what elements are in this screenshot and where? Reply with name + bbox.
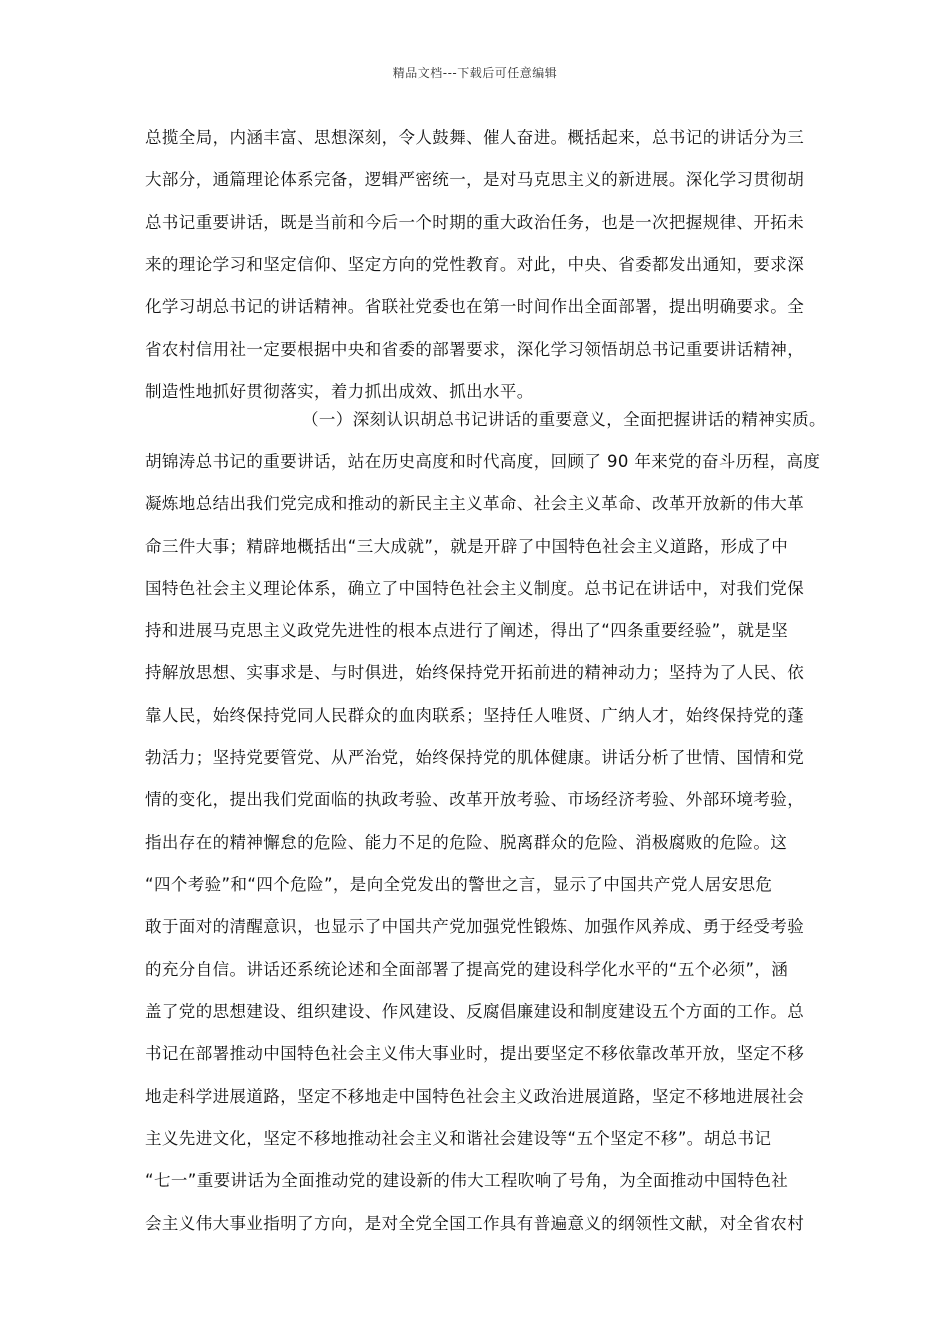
- body-line: 敢于面对的清醒意识，也显示了中国共产党加强党性锻炼、加强作风养成、勇于经受考验: [145, 917, 805, 936]
- body-line: 指出存在的精神懈怠的危险、能力不足的危险、脱离群众的危险、消极腐败的危险。这: [145, 833, 788, 852]
- body-line: 靠人民，始终保持党同人民群众的血肉联系；坚持任人唯贤、广纳人才，始终保持党的蓬: [145, 706, 805, 725]
- body-line: “七一”重要讲话为全面推动党的建设新的伟大工程吹响了号角，为全面推动中国特色社: [145, 1171, 789, 1190]
- body-line: 会主义伟大事业指明了方向，是对全党全国工作具有普遍意义的纲领性文献，对全省农村: [145, 1214, 805, 1233]
- body-line: 的充分自信。讲话还系统论述和全面部署了提高党的建设科学化水平的“五个必须”，涵: [145, 960, 789, 979]
- body-line: 来的理论学习和坚定信仰、坚定方向的党性教育。对此，中央、省委都发出通知，要求深: [145, 255, 805, 274]
- body-line: 总揽全局，内涵丰富、思想深刻，令人鼓舞、催人奋进。概括起来，总书记的讲话分为三: [145, 128, 805, 147]
- body-line: 化学习胡总书记的讲话精神。省联社党委也在第一时间作出全面部署，提出明确要求。全: [145, 297, 805, 316]
- body-line: 书记在部署推动中国特色社会主义伟大事业时，提出要坚定不移依靠改革开放，坚定不移: [145, 1044, 805, 1063]
- body-line: 盖了党的思想建设、组织建设、作风建设、反腐倡廉建设和制度建设五个方面的工作。总: [145, 1002, 805, 1021]
- body-line: 凝炼地总结出我们党完成和推动的新民主主义革命、社会主义革命、改革开放新的伟大革: [145, 494, 805, 513]
- body-line: 总书记重要讲话，既是当前和今后一个时期的重大政治任务，也是一次把握规律、开拓未: [145, 213, 805, 232]
- body-line: 省农村信用社一定要根据中央和省委的部署要求，深化学习领悟胡总书记重要讲话精神，: [145, 340, 805, 359]
- body-line: 持和进展马克思主义政党先进性的根本点进行了阐述，得出了“四条重要经验”，就是坚: [145, 621, 789, 640]
- body-line: “四个考验”和“四个危险”，是向全党发出的警世之言，显示了中国共产党人居安思危: [145, 875, 773, 894]
- body-line: 主义先进文化，坚定不移地推动社会主义和谐社会建设等“五个坚定不移”。胡总书记: [145, 1129, 772, 1148]
- body-line: 持解放思想、实事求是、与时俱进，始终保持党开拓前进的精神动力；坚持为了人民、依: [145, 663, 805, 682]
- section-heading: （一）深刻认识胡总书记讲话的重要意义，全面把握讲话的精神实质。: [302, 410, 826, 429]
- body-line: 地走科学进展道路，坚定不移地走中国特色社会主义政治进展道路，坚定不移地进展社会: [145, 1087, 805, 1106]
- body-line: 国特色社会主义理论体系，确立了中国特色社会主义制度。总书记在讲话中，对我们党保: [145, 579, 805, 598]
- body-line: 命三件大事；精辟地概括出“三大成就”，就是开辟了中国特色社会主义道路，形成了中: [145, 537, 789, 556]
- body-line: 情的变化，提出我们党面临的执政考验、改革开放考验、市场经济考验、外部环境考验，: [145, 790, 805, 809]
- body-line: 胡锦涛总书记的重要讲话，站在历史高度和时代高度，回顾了 90 年来党的奋斗历程，高度: [145, 452, 821, 471]
- body-line: 大部分，通篇理论体系完备，逻辑严密统一，是对马克思主义的新进展。深化学习贯彻胡: [145, 170, 805, 189]
- body-line: 勃活力；坚持党要管党、从严治党，始终保持党的肌体健康。讲话分析了世情、国情和党: [145, 748, 805, 767]
- body-line: 制造性地抓好贯彻落实，着力抓出成效、抓出水平。: [145, 382, 534, 401]
- page-header: 精品文档---下载后可任意编辑: [392, 66, 558, 80]
